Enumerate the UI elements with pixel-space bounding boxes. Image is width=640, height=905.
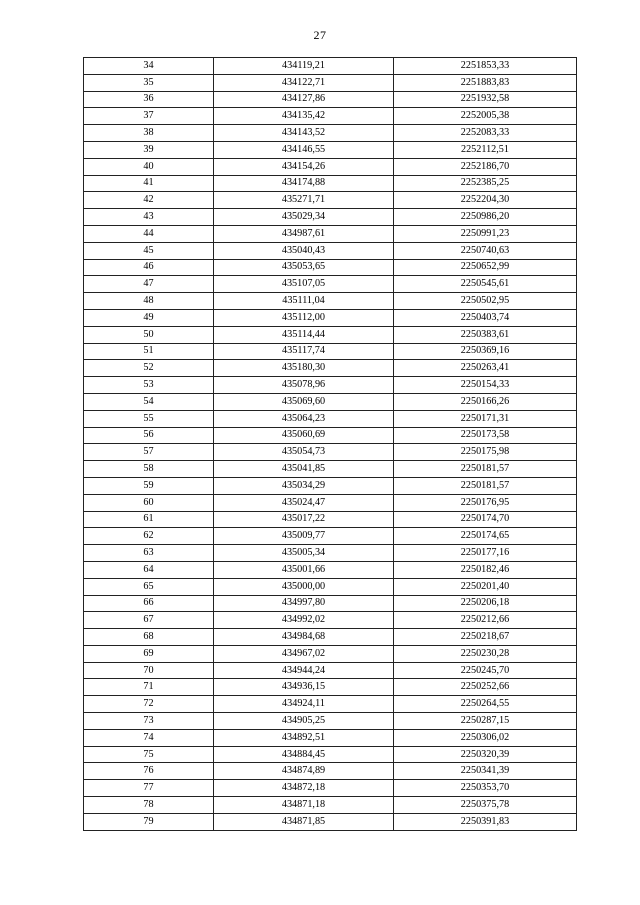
- point-number-cell: 35: [84, 74, 214, 91]
- y-coordinate-cell: 2250201,40: [394, 578, 577, 595]
- point-number-cell: 68: [84, 629, 214, 646]
- point-number-cell: 54: [84, 393, 214, 410]
- table-row: [84, 713, 577, 730]
- table-row: [84, 528, 577, 545]
- table-row: [84, 763, 577, 780]
- x-coordinate-cell: 434892,51: [214, 729, 394, 746]
- table-row: [84, 74, 577, 91]
- y-coordinate-cell: 2250353,70: [394, 780, 577, 797]
- point-number-cell: 53: [84, 377, 214, 394]
- x-coordinate-cell: 435078,96: [214, 377, 394, 394]
- point-number-cell: 69: [84, 645, 214, 662]
- table-row: [84, 645, 577, 662]
- x-coordinate-cell: 435024,47: [214, 494, 394, 511]
- table-row: [84, 58, 577, 75]
- point-number-cell: 71: [84, 679, 214, 696]
- y-coordinate-cell: 2250252,66: [394, 679, 577, 696]
- point-number-cell: 59: [84, 477, 214, 494]
- point-number-cell: 73: [84, 713, 214, 730]
- table-row: [84, 343, 577, 360]
- table-row: [84, 679, 577, 696]
- x-coordinate-cell: 434872,18: [214, 780, 394, 797]
- y-coordinate-cell: 2250245,70: [394, 662, 577, 679]
- table-row: [84, 209, 577, 226]
- y-coordinate-cell: 2250263,41: [394, 360, 577, 377]
- point-number-cell: 67: [84, 612, 214, 629]
- table-row: [84, 629, 577, 646]
- x-coordinate-cell: 435017,22: [214, 511, 394, 528]
- point-number-cell: 56: [84, 427, 214, 444]
- table-row: [84, 813, 577, 830]
- x-coordinate-cell: 435029,34: [214, 209, 394, 226]
- x-coordinate-cell: 435041,85: [214, 461, 394, 478]
- y-coordinate-cell: 2250652,99: [394, 259, 577, 276]
- x-coordinate-cell: 435000,00: [214, 578, 394, 595]
- x-coordinate-cell: 434997,80: [214, 595, 394, 612]
- y-coordinate-cell: 2250306,02: [394, 729, 577, 746]
- x-coordinate-cell: 435064,23: [214, 410, 394, 427]
- x-coordinate-cell: 434874,89: [214, 763, 394, 780]
- table-row: [84, 461, 577, 478]
- x-coordinate-cell: 434174,88: [214, 175, 394, 192]
- x-coordinate-cell: 434154,26: [214, 158, 394, 175]
- y-coordinate-cell: 2250181,57: [394, 461, 577, 478]
- y-coordinate-cell: 2250171,31: [394, 410, 577, 427]
- point-number-cell: 44: [84, 225, 214, 242]
- x-coordinate-cell: 435001,66: [214, 561, 394, 578]
- y-coordinate-cell: 2251853,33: [394, 58, 577, 75]
- y-coordinate-cell: 2250320,39: [394, 746, 577, 763]
- x-coordinate-cell: 434884,45: [214, 746, 394, 763]
- y-coordinate-cell: 2250174,70: [394, 511, 577, 528]
- x-coordinate-cell: 435180,30: [214, 360, 394, 377]
- point-number-cell: 36: [84, 91, 214, 108]
- y-coordinate-cell: 2250173,58: [394, 427, 577, 444]
- table-row: [84, 276, 577, 293]
- y-coordinate-cell: 2250212,66: [394, 612, 577, 629]
- point-number-cell: 50: [84, 326, 214, 343]
- x-coordinate-cell: 435114,44: [214, 326, 394, 343]
- point-number-cell: 48: [84, 293, 214, 310]
- point-number-cell: 61: [84, 511, 214, 528]
- x-coordinate-cell: 435117,74: [214, 343, 394, 360]
- table-row: [84, 125, 577, 142]
- y-coordinate-cell: 2252186,70: [394, 158, 577, 175]
- table-row: [84, 511, 577, 528]
- x-coordinate-cell: 434146,55: [214, 141, 394, 158]
- table-row: [84, 662, 577, 679]
- x-coordinate-cell: 434924,11: [214, 696, 394, 713]
- table-row: [84, 595, 577, 612]
- x-coordinate-cell: 434127,86: [214, 91, 394, 108]
- point-number-cell: 70: [84, 662, 214, 679]
- point-number-cell: 49: [84, 309, 214, 326]
- table-row: [84, 780, 577, 797]
- point-number-cell: 75: [84, 746, 214, 763]
- table-row: [84, 141, 577, 158]
- table-row: [84, 696, 577, 713]
- x-coordinate-cell: 434143,52: [214, 125, 394, 142]
- point-number-cell: 45: [84, 242, 214, 259]
- table-row: [84, 91, 577, 108]
- x-coordinate-cell: 434135,42: [214, 108, 394, 125]
- table-row: [84, 326, 577, 343]
- y-coordinate-cell: 2250264,55: [394, 696, 577, 713]
- x-coordinate-cell: 434936,15: [214, 679, 394, 696]
- y-coordinate-cell: 2250218,67: [394, 629, 577, 646]
- point-number-cell: 64: [84, 561, 214, 578]
- point-number-cell: 40: [84, 158, 214, 175]
- x-coordinate-cell: 435271,71: [214, 192, 394, 209]
- x-coordinate-cell: 435054,73: [214, 444, 394, 461]
- table-row: [84, 158, 577, 175]
- y-coordinate-cell: 2250383,61: [394, 326, 577, 343]
- table-row: [84, 225, 577, 242]
- x-coordinate-cell: 434905,25: [214, 713, 394, 730]
- y-coordinate-cell: 2250287,15: [394, 713, 577, 730]
- table-row: [84, 797, 577, 814]
- y-coordinate-cell: 2251932,58: [394, 91, 577, 108]
- y-coordinate-cell: 2250369,16: [394, 343, 577, 360]
- y-coordinate-cell: 2250375,78: [394, 797, 577, 814]
- table-row: [84, 259, 577, 276]
- point-number-cell: 63: [84, 545, 214, 562]
- point-number-cell: 47: [84, 276, 214, 293]
- point-number-cell: 37: [84, 108, 214, 125]
- x-coordinate-cell: 434871,18: [214, 797, 394, 814]
- table-row: [84, 561, 577, 578]
- table-row: [84, 242, 577, 259]
- point-number-cell: 42: [84, 192, 214, 209]
- y-coordinate-cell: 2250986,20: [394, 209, 577, 226]
- table-row: [84, 192, 577, 209]
- table-row: [84, 410, 577, 427]
- table-row: [84, 377, 577, 394]
- table-row: [84, 545, 577, 562]
- point-number-cell: 77: [84, 780, 214, 797]
- point-number-cell: 41: [84, 175, 214, 192]
- x-coordinate-cell: 435069,60: [214, 393, 394, 410]
- y-coordinate-cell: 2252204,30: [394, 192, 577, 209]
- point-number-cell: 57: [84, 444, 214, 461]
- table-row: [84, 477, 577, 494]
- table-row: [84, 293, 577, 310]
- y-coordinate-cell: 2250181,57: [394, 477, 577, 494]
- y-coordinate-cell: 2250403,74: [394, 309, 577, 326]
- y-coordinate-cell: 2252005,38: [394, 108, 577, 125]
- y-coordinate-cell: 2251883,83: [394, 74, 577, 91]
- table-row: [84, 444, 577, 461]
- point-number-cell: 52: [84, 360, 214, 377]
- point-number-cell: 74: [84, 729, 214, 746]
- point-number-cell: 60: [84, 494, 214, 511]
- x-coordinate-cell: 434871,85: [214, 813, 394, 830]
- point-number-cell: 43: [84, 209, 214, 226]
- y-coordinate-cell: 2252112,51: [394, 141, 577, 158]
- x-coordinate-cell: 434122,71: [214, 74, 394, 91]
- x-coordinate-cell: 434967,02: [214, 645, 394, 662]
- x-coordinate-cell: 435005,34: [214, 545, 394, 562]
- x-coordinate-cell: 435111,04: [214, 293, 394, 310]
- y-coordinate-cell: 2250545,61: [394, 276, 577, 293]
- table-row: [84, 612, 577, 629]
- x-coordinate-cell: 435060,69: [214, 427, 394, 444]
- x-coordinate-cell: 434119,21: [214, 58, 394, 75]
- table-row: [84, 393, 577, 410]
- table-row: [84, 578, 577, 595]
- x-coordinate-cell: 435040,43: [214, 242, 394, 259]
- point-number-cell: 34: [84, 58, 214, 75]
- y-coordinate-cell: 2250154,33: [394, 377, 577, 394]
- x-coordinate-cell: 434987,61: [214, 225, 394, 242]
- table-row: [84, 360, 577, 377]
- point-number-cell: 78: [84, 797, 214, 814]
- point-number-cell: 51: [84, 343, 214, 360]
- table-row: [84, 175, 577, 192]
- table-row: [84, 427, 577, 444]
- page-number: 27: [313, 28, 327, 42]
- table-row: [84, 494, 577, 511]
- point-number-cell: 76: [84, 763, 214, 780]
- y-coordinate-cell: 2250174,65: [394, 528, 577, 545]
- y-coordinate-cell: 2250341,39: [394, 763, 577, 780]
- y-coordinate-cell: 2250502,95: [394, 293, 577, 310]
- table-row: [84, 746, 577, 763]
- coordinates-table-body: [84, 58, 577, 831]
- x-coordinate-cell: 434984,68: [214, 629, 394, 646]
- y-coordinate-cell: 2250991,23: [394, 225, 577, 242]
- point-number-cell: 46: [84, 259, 214, 276]
- x-coordinate-cell: 435112,00: [214, 309, 394, 326]
- point-number-cell: 79: [84, 813, 214, 830]
- y-coordinate-cell: 2250176,95: [394, 494, 577, 511]
- point-number-cell: 38: [84, 125, 214, 142]
- point-number-cell: 39: [84, 141, 214, 158]
- point-number-cell: 62: [84, 528, 214, 545]
- point-number-cell: 65: [84, 578, 214, 595]
- point-number-cell: 72: [84, 696, 214, 713]
- y-coordinate-cell: 2252083,33: [394, 125, 577, 142]
- x-coordinate-cell: 434992,02: [214, 612, 394, 629]
- table-row: [84, 108, 577, 125]
- table-row: [84, 309, 577, 326]
- y-coordinate-cell: 2250740,63: [394, 242, 577, 259]
- point-number-cell: 58: [84, 461, 214, 478]
- table-row: [84, 729, 577, 746]
- y-coordinate-cell: 2250182,46: [394, 561, 577, 578]
- y-coordinate-cell: 2250177,16: [394, 545, 577, 562]
- y-coordinate-cell: 2250230,28: [394, 645, 577, 662]
- y-coordinate-cell: 2250391,83: [394, 813, 577, 830]
- x-coordinate-cell: 435009,77: [214, 528, 394, 545]
- point-number-cell: 55: [84, 410, 214, 427]
- x-coordinate-cell: 435034,29: [214, 477, 394, 494]
- x-coordinate-cell: 434944,24: [214, 662, 394, 679]
- point-number-cell: 66: [84, 595, 214, 612]
- coordinates-table: [83, 57, 577, 831]
- y-coordinate-cell: 2252385,25: [394, 175, 577, 192]
- x-coordinate-cell: 435053,65: [214, 259, 394, 276]
- y-coordinate-cell: 2250175,98: [394, 444, 577, 461]
- x-coordinate-cell: 435107,05: [214, 276, 394, 293]
- y-coordinate-cell: 2250206,18: [394, 595, 577, 612]
- y-coordinate-cell: 2250166,26: [394, 393, 577, 410]
